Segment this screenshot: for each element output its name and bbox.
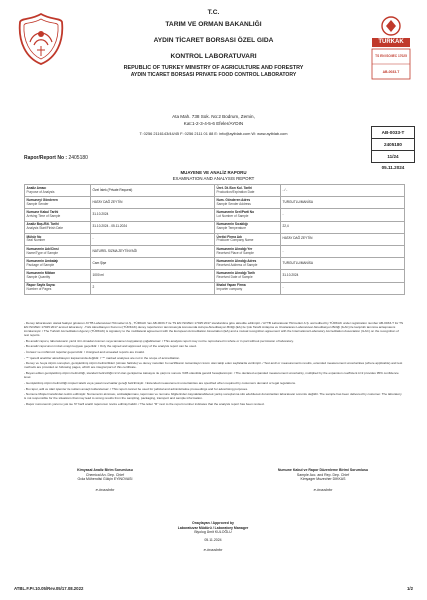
stamp-accreditation-code: AB-0033-T [371,126,415,139]
cell-text: 2 [92,285,95,290]
lab-address [70,113,357,127]
info-label-right [215,270,281,282]
cell-text: - [282,248,284,253]
cell-text: 22,4 [282,224,289,229]
cell-text: 1000 ml [92,273,104,277]
cell-text: Numunenin Ambalajı [26,258,59,263]
info-label-left [25,185,91,197]
info-label-left [25,221,91,233]
info-label-left [25,270,91,282]
report-number-value: 2405180 [68,155,88,161]
cell-text: Numunenin Sıcaklığı [216,222,248,227]
turkak-label: TÜRKAK [378,39,404,45]
cell-text: Üretici Firma Adı [216,234,242,239]
cell-text: Producer Company Name [216,238,254,243]
header-ministry: TARIM VE ORMAN BAKANLIĞI [165,21,262,28]
info-value-left [91,245,215,257]
turkak-accreditation-mark [369,12,413,82]
header-lab-name: AYDIN TİCARET BORSASI ÖZEL GIDA [153,37,274,44]
info-row [25,282,405,294]
report-notes [24,321,404,408]
report-title [0,170,427,182]
info-label-right [215,221,281,233]
note-item: - Bu analiz raporu, laboratuvarın yazılı izni olmadan kısmen veya tamamen kopyalanıp çoğaltılamaz. / This analysis report may not be reproduced in whole or in part without permission of laboratory. [24,338,294,343]
info-value-left [91,197,215,209]
signature-center-date: 05.11.2024 [204,537,222,542]
info-label-right [215,282,281,294]
info-label-left [25,245,91,257]
info-row [25,185,405,197]
info-value-right [281,233,405,245]
cell-text: Received Place of Sample [216,250,254,255]
address-line-2: Kat:1-2-3-4-5-6 Efeler/AYDIN [183,121,244,126]
note-item: - Genişletilmiş ölçüm belirsizliği müşteri talebi veya yasal mevzuatlar gereği belirtilmiştir. / Extended measurement uncertainties are specified when required by customers demand or legal regulations. [24,380,296,385]
report-title-en: EXAMINATION AND ANALYSIS REPORT [172,176,255,181]
cell-text: İthalat Yapan Firma [216,283,246,288]
info-label-right [215,197,281,209]
info-label-left [25,282,91,294]
info-value-left [91,258,215,270]
cell-text: Numunenin Seri/Parti No [216,210,255,215]
cell-text: Lot Number of Sample [216,213,249,218]
sample-info-table [24,184,405,295]
signature-left-title-en: Chemical An. Dep. Chief [85,472,125,477]
signature-right-name: Kimyager Muzecher DIKKAS [300,477,346,481]
lab-contacts: T: 0256 2116143/44/45 F: 0256 2111 01 88 E: info@aytblab.com W: www.aytblab.com [139,131,288,136]
info-row [25,245,405,257]
signature-center [148,521,278,553]
cell-text: Numunenin Adı/Cinsi [26,246,59,251]
stamp-issue: 11/24 [371,151,415,163]
cell-text: Numunenin Alındığı Yer [216,246,253,251]
note-item: - Bu analiz raporunun imzalı onaylı kopyası geçerlidir. / Only the signed and approved copy of the analysis report can be used. [24,344,197,349]
cell-text: Analiz Amacı [26,185,47,190]
cell-text: Mühür No [26,234,42,239]
info-label-right [215,185,281,197]
info-row [25,221,405,233]
note-item: - "*" işaretli analizler akreditasyon kapsamında değildir. / "*" marked analyses are not in the scope of accreditation. [24,355,181,360]
info-value-right [281,258,405,270]
signature-left-title: Kimyasal Analiz Birim Sorumlusu [77,468,133,472]
info-value-left [91,270,215,282]
turkak-code: AB-0033-T [382,70,400,74]
info-value-left [91,185,215,197]
cell-text: Number of Pages [26,287,52,292]
report-number-label: Rapor/Report No : [24,155,68,161]
signature-left-esign: e-imzalıdır [95,486,115,492]
cell-text: NATUREL SIZMA ZEYTİNYAĞI [92,248,138,253]
cell-text: Sample Quantity [26,274,51,279]
cell-text: Özel İstek (Private Request) [92,187,133,192]
cell-text: - / - [282,187,288,192]
info-value-right [281,197,405,209]
cell-text: TURGUTLU/MANİSA [282,260,313,265]
info-value-left [91,209,215,221]
cell-text: Numuneyi Gönderen [26,197,58,202]
note-item: - Rapor numunemin yorumu yok ise 'R' harfi analiz raporunun revize edilmiş halidir. / The letter "R" next to the report number indicates that the analysis report has been revised. [24,401,265,406]
stamp-report-number: 2405180 [371,139,415,151]
info-value-right [281,185,405,197]
header-lab-en: AYDIN TICARET BORSASI PRIVATE FOOD CONTROL LABORATORY [130,72,297,78]
signature-right-title: Numune Kabul ve Rapor Düzenleme Birimi Sorumlusu [277,468,369,472]
cell-text: Numunenin Alındığı Tarih [216,271,255,276]
signature-right-esign: e-imzalıdır [313,486,333,492]
cell-text: 31.10.2024 [282,273,299,277]
cell-text: Name/Type of Sample [26,250,59,255]
address-line-1: Ata Mah. 738 Sok. No:2 Bodrum, Zemin, [172,114,255,119]
cell-text: Arriving Time of Sample [26,213,61,218]
report-title-tr: MUAYENE VE ANALİZ RAPORU [180,170,247,175]
cell-text: Üret. Dt./Son Kul. Tarihi [216,185,253,190]
report-stamp [371,126,415,171]
cell-text: Seal Number [26,238,46,243]
report-number [24,155,88,161]
cell-text: - [282,285,284,290]
info-value-right [281,209,405,221]
form-code: ATBL.F.Pr.10.05/Rev.05/17.08.2022 [14,586,84,591]
cell-text: Num. Gönderen Adres [216,197,251,202]
cell-text: Numune Kabul Tarihi [26,210,59,215]
page-number: 1/2 [407,586,413,591]
signature-right-title-en: Sample Acc. and Rep. Dep. Chief [296,472,350,477]
document-header [70,0,357,79]
cell-text: HATAY DAĞ ZEYTİN [282,236,313,241]
header-lab-name-2: KONTROL LABORATUVARI [170,53,257,60]
info-label-left [25,258,91,270]
info-label-left [25,233,91,245]
cell-text: Package of Sample [26,262,55,267]
cell-text: Importer company [216,287,243,292]
cell-text: Numunenin Miktarı [26,271,56,276]
cell-text: Numunenin Alındığı Adres [216,258,257,263]
signature-center-esign: e-imzalıdır [203,547,223,552]
signature-center-title-en: Laboratuvar Müdürü / Laboratory Manager [177,525,249,530]
info-label-left [25,197,91,209]
note-item: - Deney laboratuvarı olarak faaliyet gösteren AYTB Laboratuvar Hizmetleri A.Ş., TÜRKAK 'tan AB-0033-T ile TS EN ISO/IEC 17025:2017 standardına göre akredite edilmiştir. / AYTB Laboratuvar Hizmetleri A.Ş. accredited by TÜRKAK under registration number AB-0033-T for TS EN ISO/IEC 17025:2017 accred laboratory. -Türk Akreditasyon Kurumu (TÜRKAK) deney raporlarının tanınmasıyla konusunda Avrupa Akreditasyon Birliği (EA) ile Çok Taraflı Anlaşma ve Uluslararası Laboratuvar Akreditasyon Birliği (ILAC) ile karşılıklı tanınma anlaşmasını imzalamıştır. / The Turkish Accreditation Agency (TÜRKAK) is signatory to the multilateral agreement with the European Accreditation Association (EA) and a mutual recognition agreement with the International Laboratory Accreditation Association (ILAC) on the recognition of test reports. [24,321,404,337]
cell-text: 31.10.2024 [92,212,109,217]
cell-text: Analiz Baş./Bit. Tarihi [26,222,59,227]
cell-text: Analysis Start/Finish Date [26,226,63,231]
cell-text: Sample Temperature [216,226,247,231]
info-value-left [91,282,215,294]
cell-text: Received Date of Sample [216,274,253,279]
signature-center-title: Onaylayan / Approved by [192,521,234,525]
cell-text: Rapor Sayfa Sayısı [26,283,56,288]
cell-text: 31.10.2024 - 05.11.2024 [92,224,128,229]
note-item: - Numune Müşteri tarafından teslim edilmiştir. Numunenin alınması, ambalajlanması, taşınması ve numune bilgilerinden kaynaklanabilecek yanlış sonuçlarına sitü edebilecek durumlardan laboratuvar sorumlu değildir. The sample has been delivered by customer. The laboratory is not responsible for the situations that may lead to wrong results from the sampling, packaging, transport and sample information. [24,392,402,401]
info-value-left [91,233,215,245]
cell-text: Received Address of Sample [216,262,258,267]
signature-center-name: Biyolog Ümit KULOĞLU [194,530,232,534]
info-value-right [281,245,405,257]
info-label-left [25,209,91,221]
info-value-right [281,270,405,282]
info-label-right [215,258,281,270]
cell-text: Cam Şişe [92,260,107,265]
signature-right [258,468,388,492]
note-item: - Beyan edilen genişletilmiş ölçüm belirsizliği, standart belirsizliğin k=2 olan genişletme katsayısı ile çarpımı sonucu %95 olasılıkla gerekli hesaplanmıştır. / The declared expanded measurement uncertainty, multiplied by the expansion coefficient k=2 provides 95% confidence level. [24,371,399,380]
info-row [25,233,405,245]
cell-text: Sample Sender [26,201,49,206]
cell-text: HATAY DAĞ ZEYTİN [92,199,123,204]
info-row [25,258,405,270]
header-tc: T.C. [207,9,220,16]
info-row [25,270,405,282]
cell-text: Sample Sender Address [216,201,251,206]
cell-text: TURGUTLU/MANİSA [282,199,313,204]
cell-text: Production/Expiration Date [216,189,255,194]
info-row [25,209,405,221]
signature-left-name: Gıda Mühendisi Gülçin EYİNOVASI [77,477,133,481]
cell-text: - [92,236,94,241]
header-ministry-en: REPUBLIC OF TURKEY MINISTRY OF AGRICULTURE AND FORESTRY [123,65,304,71]
info-label-right [215,209,281,221]
note-item: - Bu rapor, adli ve idari işlemler ile reklam amaçlı kullanılamaz. / This report cannot be used for judicial and administrative proceedings and for advertising purposes. [24,386,249,391]
stamp-date: 05.11.2024 [381,165,405,170]
info-value-left [91,221,215,233]
cell-text: - [282,212,284,217]
info-label-right [215,233,281,245]
signature-left [40,468,170,492]
info-value-right [281,221,405,233]
turkak-standard: TS EN ISO/IEC 17025 [375,54,407,58]
cell-text: Purpose of Analysis [26,189,55,194]
info-row [25,197,405,209]
ministry-seal-icon [18,12,64,66]
note-item: - İmzasız ve mühürsüz raporlar geçersizdir. / Unsigned and unsealed reports are invalid. [24,350,145,355]
info-value-right [281,282,405,294]
info-label-right [215,245,281,257]
note-item: - Deney ve /veya ölçüm sonuçları, genişletilmiş ölçüm belirsizlikleri (olması halinde) ve deney metotları bu sertifikanın tamamlayıcı kısmı olan takip eden sayfalarda verilmiştir. / Test and/ or measurements results, extended measurement uncertainties (where applicable) and test methods are provided on following pages, which are integral part of this certificate. [24,361,403,370]
